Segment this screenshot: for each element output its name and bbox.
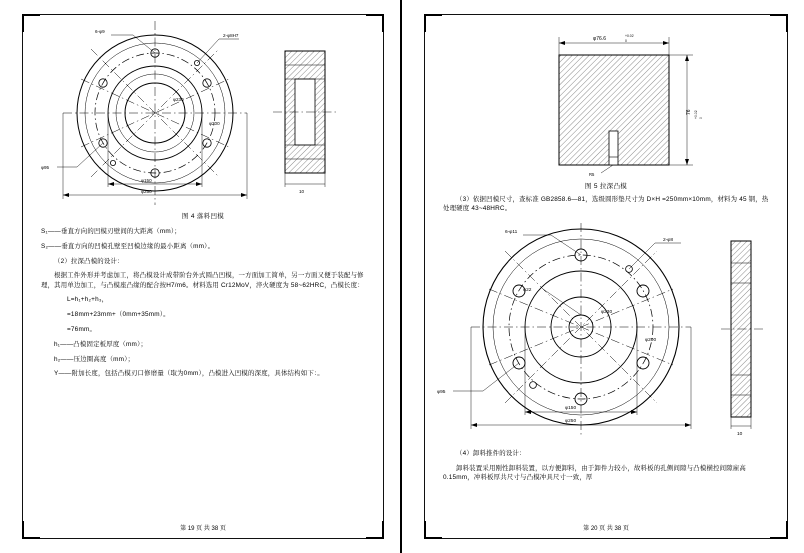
right-page-body-top bbox=[443, 195, 771, 219]
svg-text:76: 76 bbox=[686, 109, 692, 115]
corner-mark-tl bbox=[424, 14, 442, 32]
svg-text:2-φ8H7: 2-φ8H7 bbox=[223, 33, 239, 38]
svg-text:φ200: φ200 bbox=[209, 121, 220, 126]
svg-text:φ230: φ230 bbox=[601, 310, 613, 315]
svg-text:φ76.6: φ76.6 bbox=[593, 36, 606, 42]
paragraph: =18mm+23mm+（0mm+35mm）。 bbox=[67, 311, 170, 319]
paragraph: （3）依据凹模尺寸，查标准 GB2858.6—81，选级圆形垫尺寸为 D×H =250mm×10mm，材料为 45 钢，热处理硬度 43~48HRC。 bbox=[443, 196, 769, 213]
svg-text:φ250: φ250 bbox=[141, 189, 152, 194]
page-left-footer: 第 19 页 共 38 页 bbox=[180, 526, 226, 532]
paragraph: =76mm。 bbox=[67, 325, 97, 333]
svg-text:0: 0 bbox=[625, 39, 627, 43]
svg-text:2-φ8: 2-φ8 bbox=[663, 238, 674, 243]
paragraph: S₂——垂直方向的凹模孔壁至凹模边缘的最小距离（mm）。 bbox=[41, 242, 215, 250]
page-right bbox=[402, 0, 804, 553]
left-page-body bbox=[41, 227, 367, 384]
svg-text:φ95: φ95 bbox=[41, 165, 50, 170]
corner-mark-tr bbox=[770, 14, 788, 32]
paragraph: 卸料装置采用刚性卸料装置，以方便卸料，由于卸件力较小，故料板的孔侧间隙与凸模横控间隙雇高 0.15mm，冲料板厚共尺寸与凸模冲具尺寸一致，厚 bbox=[443, 464, 746, 482]
paragraph: h₂——压边圈高度（mm）； bbox=[54, 355, 135, 363]
paragraph: h₁——凸模固定板厚度（mm）； bbox=[54, 340, 148, 348]
svg-text:φ150: φ150 bbox=[141, 178, 152, 183]
svg-text:6-φ9: 6-φ9 bbox=[95, 29, 105, 34]
svg-text:0: 0 bbox=[699, 117, 703, 119]
svg-text:φ150: φ150 bbox=[565, 406, 577, 411]
paragraph: Y——附加长度，包括凸模刃口修磨量（取为0mm），凸模进入凹模的深度，具体结构如下：。 bbox=[54, 370, 324, 378]
svg-text:+0.02: +0.02 bbox=[694, 110, 698, 119]
svg-text:R5: R5 bbox=[589, 172, 595, 177]
figure-4-drawing bbox=[33, 21, 373, 209]
figure-5-caption: 图 5 拉深凸模 bbox=[584, 183, 628, 190]
svg-text:6-φ11: 6-φ11 bbox=[505, 230, 518, 235]
svg-text:+0.02: +0.02 bbox=[625, 34, 634, 38]
page-right-frame bbox=[424, 14, 788, 539]
paragraph: S₁——垂直方向的凹模刃壁间的大距离（mm）； bbox=[41, 228, 181, 235]
right-page-body-bottom bbox=[443, 449, 771, 488]
svg-text:10: 10 bbox=[737, 432, 743, 437]
figure-6-drawing bbox=[431, 223, 787, 441]
paragraph: （2）拉深凸模的设计： bbox=[54, 257, 124, 265]
svg-text:φ95: φ95 bbox=[437, 390, 446, 395]
paragraph: 根据工件外形并考虑加工，将凸模设计成带阶台外式圆凸凹模，一方面加工简单，另一方面又便于装配与修理，其用单边加工，与凸模座凸缘的配合按H7/m6。材料选用 Cr12MoV，淬火硬度为 58~62HRC，凸模长度： bbox=[41, 272, 364, 289]
svg-text:10: 10 bbox=[299, 189, 305, 194]
svg-text:φ250: φ250 bbox=[565, 419, 577, 424]
page-right-footer: 第 20 页 共 38 页 bbox=[583, 526, 629, 532]
figure-4-caption: 图 4 落料凹模 bbox=[181, 213, 225, 220]
svg-text:φ200: φ200 bbox=[645, 338, 657, 343]
svg-text:φ230: φ230 bbox=[173, 97, 184, 102]
svg-text:φ22: φ22 bbox=[523, 288, 532, 293]
page-left-frame bbox=[22, 14, 384, 539]
paragraph: L=h₁+h₂+h₃， bbox=[67, 296, 109, 304]
figure-5-drawing bbox=[521, 27, 721, 177]
paragraph: （4）卸料推件的设计： bbox=[456, 450, 526, 457]
